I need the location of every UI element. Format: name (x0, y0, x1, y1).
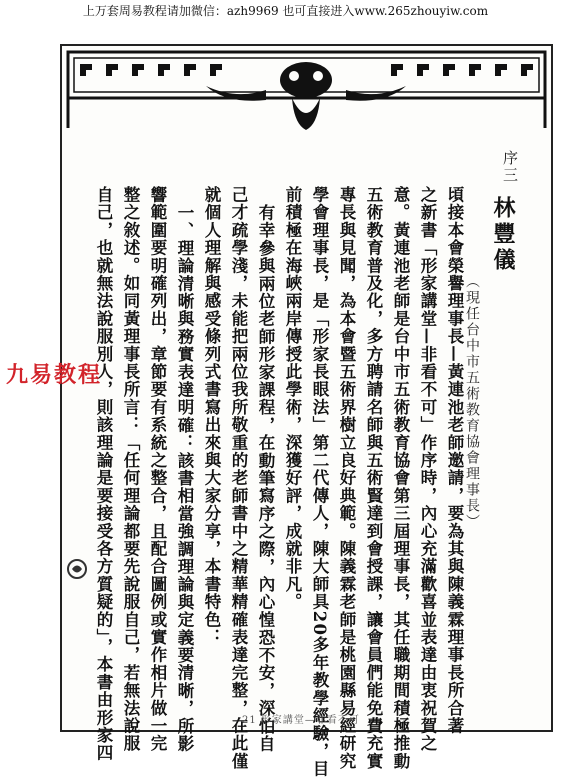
author-name: 林豐儀 (490, 196, 516, 274)
body-column-7: 前積極在海峽兩岸傳授此學術，深獲好評，成就非凡。 (283, 186, 302, 611)
body-column-11: 一、理論清晰與務實表達明確：該書相當強調理論與定義要清晰，所影 (175, 204, 194, 753)
body-column-3: 意。黃連池老師是台中市五術教育協會第三屆理事長，其任職期間積極推動 (391, 186, 410, 771)
body-column-2: 之新書「形家講堂—非看不可」作序時，內心充滿歡喜並表達由衷祝賀之 (418, 186, 437, 753)
body-column-8: 有幸參與兩位老師形家課程，在動筆寫序之際，內心惶恐不安，深怕自 (256, 204, 275, 753)
body-column-9: 己才疏學淺，未能把兩位我所敬重的老師書中之精華精確表達完整，在此僅 (229, 186, 248, 771)
body-column-14: 自己，也就無法說服別人，則該理論是要接受各方質疑的」，本書由形家四 (94, 186, 113, 762)
page-footer: 21 形家講堂—非看不可 (242, 715, 360, 726)
body-column-6: 學會理事長，是「形家長眼法」第二代傳人，陳大師具20多年教學經驗，目 (310, 186, 329, 778)
watermark-text: 九易教程 (6, 363, 103, 388)
body-column-1: 頃接本會榮譽理事長—黃連池老師邀請，要為其與陳義霖理事長所合著 (445, 186, 464, 735)
body-column-13: 整之敘述。如同黃理事長所言：「任何理論都要先說服自己，若無法說服 (121, 186, 140, 753)
body-column-10: 就個人理解與感受條列式書寫出來與大家分享，本書特色： (202, 186, 221, 647)
body-column-12: 響範圍要明確列出，章節要有系統之整合，且配合圖例或實作相片做一完 (148, 186, 167, 753)
body-column-5: 專長與見聞，為本會暨五術界樹立良好典範。陳義霖老師是桃園縣易經研究 (337, 186, 356, 771)
swirl-ornament-icon (66, 558, 88, 580)
ornamental-border-icon (66, 50, 547, 136)
body-column-4: 五術教育普及化，多方聘請名師與五術賢達到會授課，讓會員們能免費充實 (364, 186, 383, 771)
author-title: （現任台中市五術教育協會理事長） (464, 274, 480, 530)
site-header-banner: 上万套周易教程请加微信：azh9969 也可直接进入www.265zhouyiw.com (82, 4, 489, 18)
book-page (60, 44, 553, 778)
section-label: 序三 (501, 150, 519, 184)
